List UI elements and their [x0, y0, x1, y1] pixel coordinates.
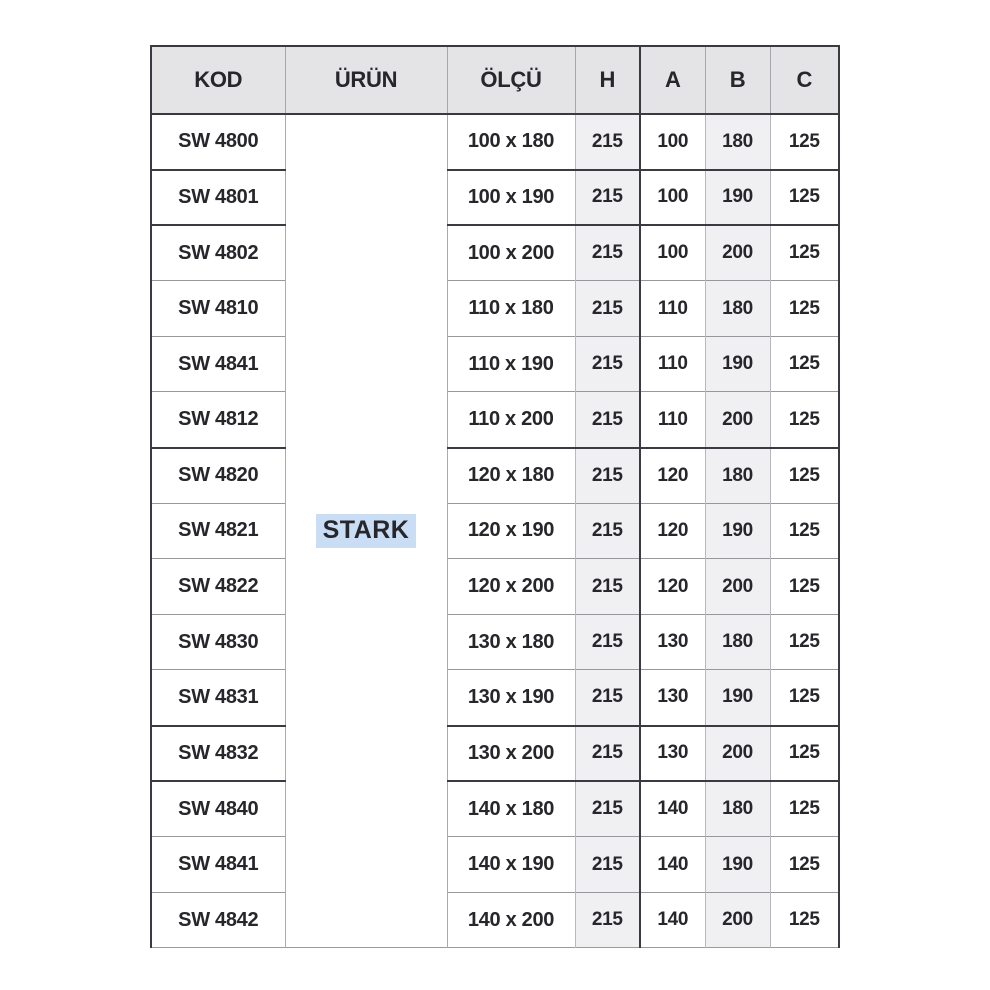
a-value-cell: 140: [640, 781, 705, 837]
size-cell: 140 x 190: [447, 837, 575, 893]
table-body: [151, 114, 839, 948]
a-value-cell: 110: [640, 336, 705, 392]
b-value-cell: 180: [705, 281, 770, 337]
h-value-cell: 215: [575, 114, 640, 170]
size-cell: 140 x 200: [447, 892, 575, 948]
b-value-cell: 180: [705, 781, 770, 837]
kod-cell: SW 4830: [151, 614, 285, 670]
a-value-cell: 120: [640, 503, 705, 559]
c-value-cell: 125: [770, 670, 839, 726]
kod-cell: SW 4841: [151, 336, 285, 392]
kod-cell: SW 4822: [151, 559, 285, 615]
kod-cell: SW 4842: [151, 892, 285, 948]
h-value-cell: 215: [575, 781, 640, 837]
table-row: [151, 225, 839, 281]
c-value-cell: 125: [770, 114, 839, 170]
kod-cell: SW 4821: [151, 503, 285, 559]
kod-cell: SW 4831: [151, 670, 285, 726]
h-value-cell: 215: [575, 448, 640, 504]
b-value-cell: 190: [705, 670, 770, 726]
size-cell: 140 x 180: [447, 781, 575, 837]
a-value-cell: 120: [640, 559, 705, 615]
h-value-cell: 215: [575, 559, 640, 615]
header-a: A: [640, 46, 705, 114]
b-value-cell: 200: [705, 726, 770, 782]
kod-cell: SW 4800: [151, 114, 285, 170]
kod-cell: SW 4801: [151, 170, 285, 226]
size-cell: 110 x 200: [447, 392, 575, 448]
h-value-cell: 215: [575, 837, 640, 893]
size-cell: 110 x 190: [447, 336, 575, 392]
table-row: [151, 837, 839, 893]
table-row: [151, 670, 839, 726]
kod-cell: SW 4841: [151, 837, 285, 893]
h-value-cell: 215: [575, 392, 640, 448]
a-value-cell: 100: [640, 225, 705, 281]
h-value-cell: 215: [575, 892, 640, 948]
product-spec-table: [150, 45, 840, 948]
kod-cell: SW 4812: [151, 392, 285, 448]
size-cell: 110 x 180: [447, 281, 575, 337]
b-value-cell: 200: [705, 225, 770, 281]
c-value-cell: 125: [770, 448, 839, 504]
header-row: [151, 46, 839, 114]
header-b: B: [705, 46, 770, 114]
h-value-cell: 215: [575, 670, 640, 726]
kod-cell: SW 4820: [151, 448, 285, 504]
table-row: [151, 503, 839, 559]
header-c: C: [770, 46, 839, 114]
c-value-cell: 125: [770, 781, 839, 837]
a-value-cell: 120: [640, 448, 705, 504]
c-value-cell: 125: [770, 892, 839, 948]
size-cell: 120 x 180: [447, 448, 575, 504]
kod-cell: SW 4840: [151, 781, 285, 837]
table-row: [151, 114, 839, 170]
c-value-cell: 125: [770, 503, 839, 559]
a-value-cell: 140: [640, 892, 705, 948]
b-value-cell: 200: [705, 559, 770, 615]
c-value-cell: 125: [770, 281, 839, 337]
kod-cell: SW 4810: [151, 281, 285, 337]
h-value-cell: 215: [575, 726, 640, 782]
h-value-cell: 215: [575, 336, 640, 392]
size-cell: 120 x 200: [447, 559, 575, 615]
c-value-cell: 125: [770, 614, 839, 670]
b-value-cell: 200: [705, 392, 770, 448]
header-olcu: ÖLÇÜ: [447, 46, 575, 114]
b-value-cell: 180: [705, 614, 770, 670]
b-value-cell: 190: [705, 336, 770, 392]
b-value-cell: 180: [705, 448, 770, 504]
c-value-cell: 125: [770, 336, 839, 392]
h-value-cell: 215: [575, 225, 640, 281]
a-value-cell: 130: [640, 670, 705, 726]
c-value-cell: 125: [770, 837, 839, 893]
a-value-cell: 110: [640, 281, 705, 337]
product-name-highlight: STARK: [316, 514, 417, 548]
size-cell: 130 x 180: [447, 614, 575, 670]
table-row: [151, 726, 839, 782]
b-value-cell: 190: [705, 837, 770, 893]
header-kod: KOD: [151, 46, 285, 114]
table-row: [151, 392, 839, 448]
a-value-cell: 110: [640, 392, 705, 448]
b-value-cell: 190: [705, 503, 770, 559]
table-header: [151, 46, 839, 114]
c-value-cell: 125: [770, 225, 839, 281]
table-row: [151, 281, 839, 337]
table-row: [151, 448, 839, 504]
size-cell: 130 x 190: [447, 670, 575, 726]
table-row: [151, 781, 839, 837]
kod-cell: SW 4802: [151, 225, 285, 281]
size-cell: 120 x 190: [447, 503, 575, 559]
urun-merged-cell: [285, 114, 447, 948]
a-value-cell: 130: [640, 614, 705, 670]
h-value-cell: 215: [575, 503, 640, 559]
size-cell: 100 x 190: [447, 170, 575, 226]
c-value-cell: 125: [770, 392, 839, 448]
size-cell: 130 x 200: [447, 726, 575, 782]
table-row: [151, 559, 839, 615]
b-value-cell: 180: [705, 114, 770, 170]
table-row: [151, 614, 839, 670]
h-value-cell: 215: [575, 281, 640, 337]
a-value-cell: 100: [640, 170, 705, 226]
a-value-cell: 100: [640, 114, 705, 170]
table-row: [151, 170, 839, 226]
size-cell: 100 x 200: [447, 225, 575, 281]
c-value-cell: 125: [770, 559, 839, 615]
h-value-cell: 215: [575, 170, 640, 226]
table-row: [151, 336, 839, 392]
a-value-cell: 130: [640, 726, 705, 782]
size-cell: 100 x 180: [447, 114, 575, 170]
kod-cell: SW 4832: [151, 726, 285, 782]
header-urun: ÜRÜN: [285, 46, 447, 114]
a-value-cell: 140: [640, 837, 705, 893]
header-h: H: [575, 46, 640, 114]
table-row: [151, 892, 839, 948]
c-value-cell: 125: [770, 726, 839, 782]
c-value-cell: 125: [770, 170, 839, 226]
b-value-cell: 190: [705, 170, 770, 226]
h-value-cell: 215: [575, 614, 640, 670]
b-value-cell: 200: [705, 892, 770, 948]
